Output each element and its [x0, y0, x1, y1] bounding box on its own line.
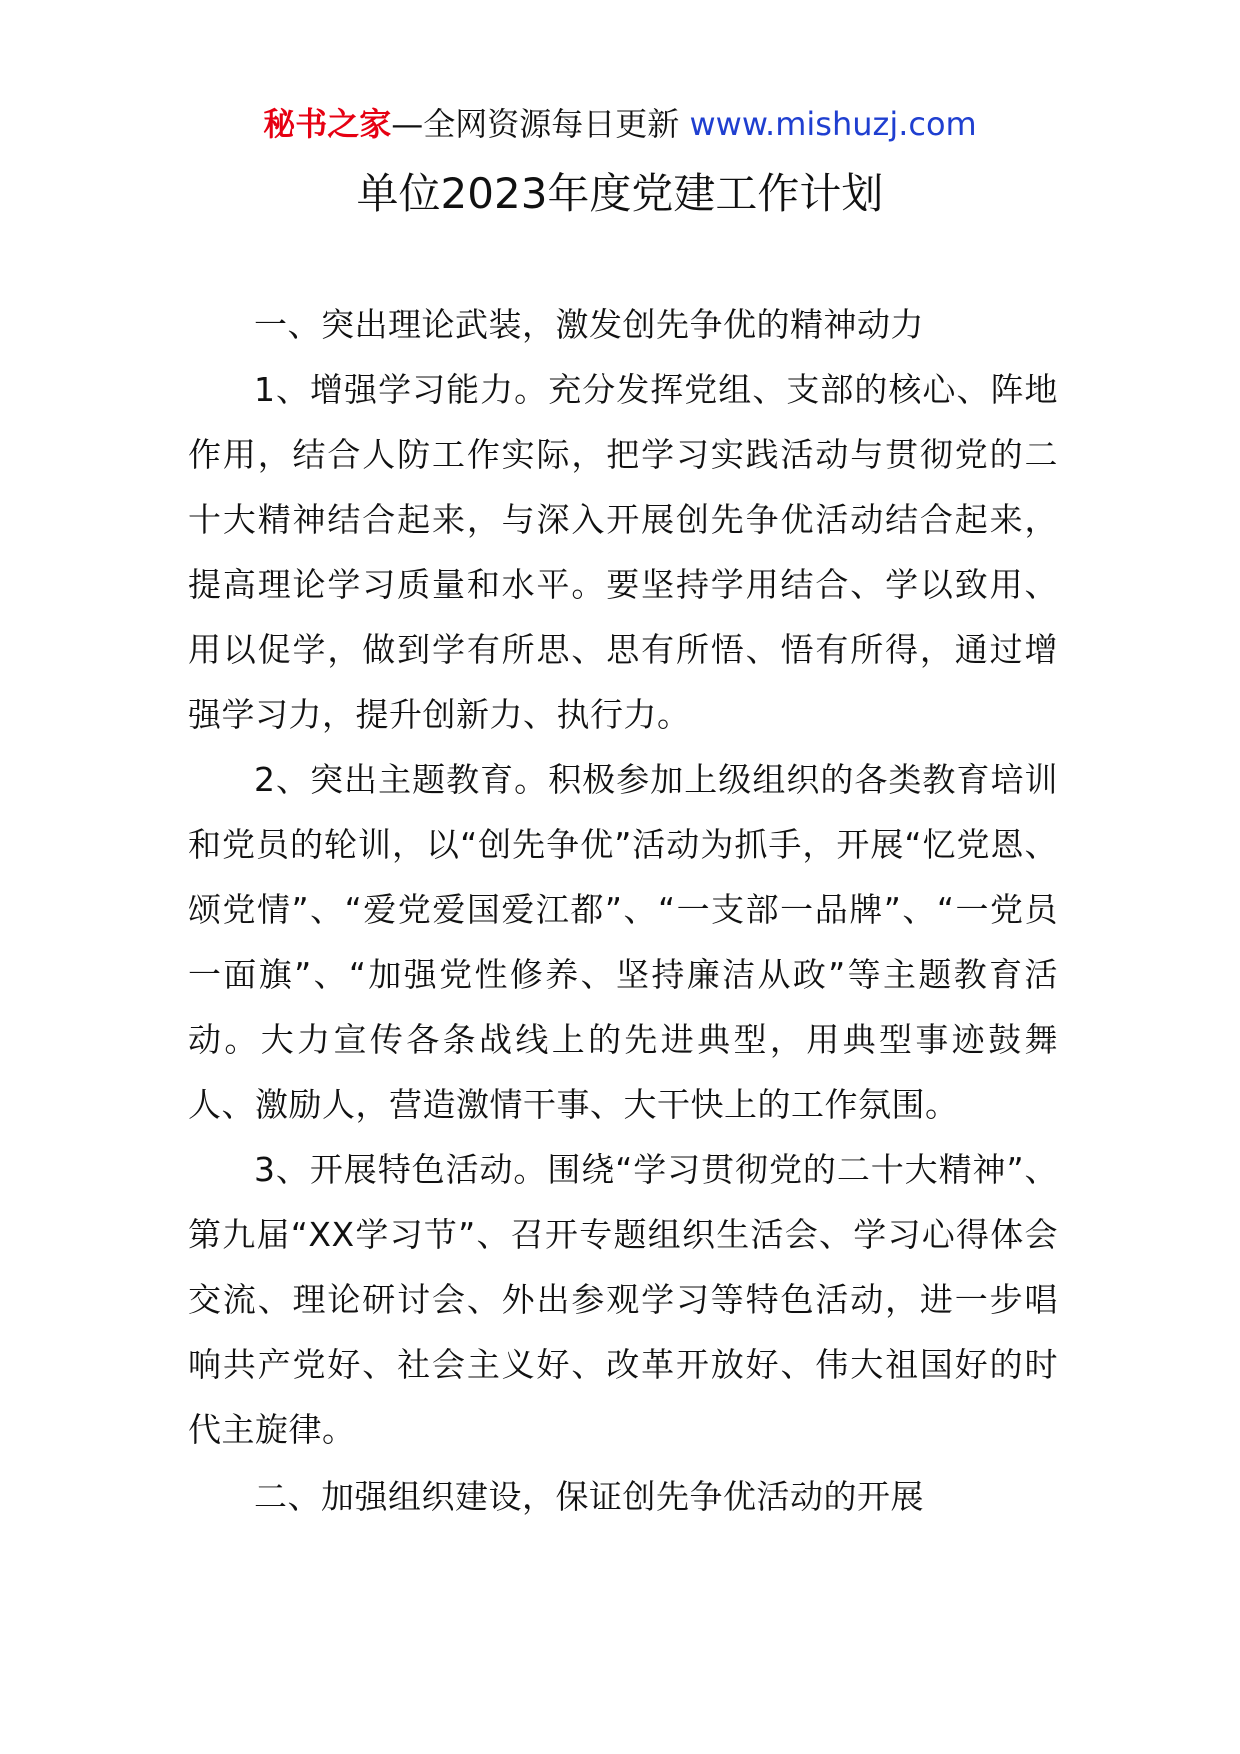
paragraph-2: 2、突出主题教育。积极参加上级组织的各类教育培训和党员的轮训，以“创先争优”活动为抓手，开展“忆党恩、颂党情”、“爱党爱国爱江都”、“一支部一品牌”、“一党员一面旗”、“加强党性修养、坚持廉洁从政”等主题教育活动。大力宣传各条战线上的先进典型，用典型事迹鼓舞人、激励人，营造激情干事、大干快上的工作氛围。	[188, 760, 1058, 1124]
section-heading-2: 二、加强组织建设，保证创先争优活动的开展	[254, 1477, 924, 1516]
site-url-link[interactable]: www.mishuzj.com	[689, 105, 977, 143]
site-slogan: —全网资源每日更新	[391, 105, 690, 143]
paragraph-1: 1、增强学习能力。充分发挥党组、支部的核心、阵地作用，结合人防工作实际，把学习实践活动与贯彻党的二十大精神结合起来，与深入开展创先争优活动结合起来，提高理论学习质量和水平。要坚持学用结合、学以致用、用以促学，做到学有所思、思有所悟、悟有所得，通过增强学习力，提升创新力、执行力。	[188, 370, 1058, 734]
paragraph-3: 3、开展特色活动。围绕“学习贯彻党的二十大精神”、第九届“XX学习节”、召开专题组织生活会、学习心得体会交流、理论研讨会、外出参观学习等特色活动，进一步唱响共产党好、社会主义好、改革开放好、伟大祖国好的时代主旋律。	[188, 1150, 1058, 1449]
document-title: 单位2023年度党建工作计划	[356, 169, 884, 218]
document-body	[188, 292, 1058, 1529]
site-brand: 秘书之家	[263, 105, 392, 143]
site-banner	[0, 104, 1240, 144]
section-heading-1: 一、突出理论武装，激发创先争优的精神动力	[254, 305, 924, 344]
